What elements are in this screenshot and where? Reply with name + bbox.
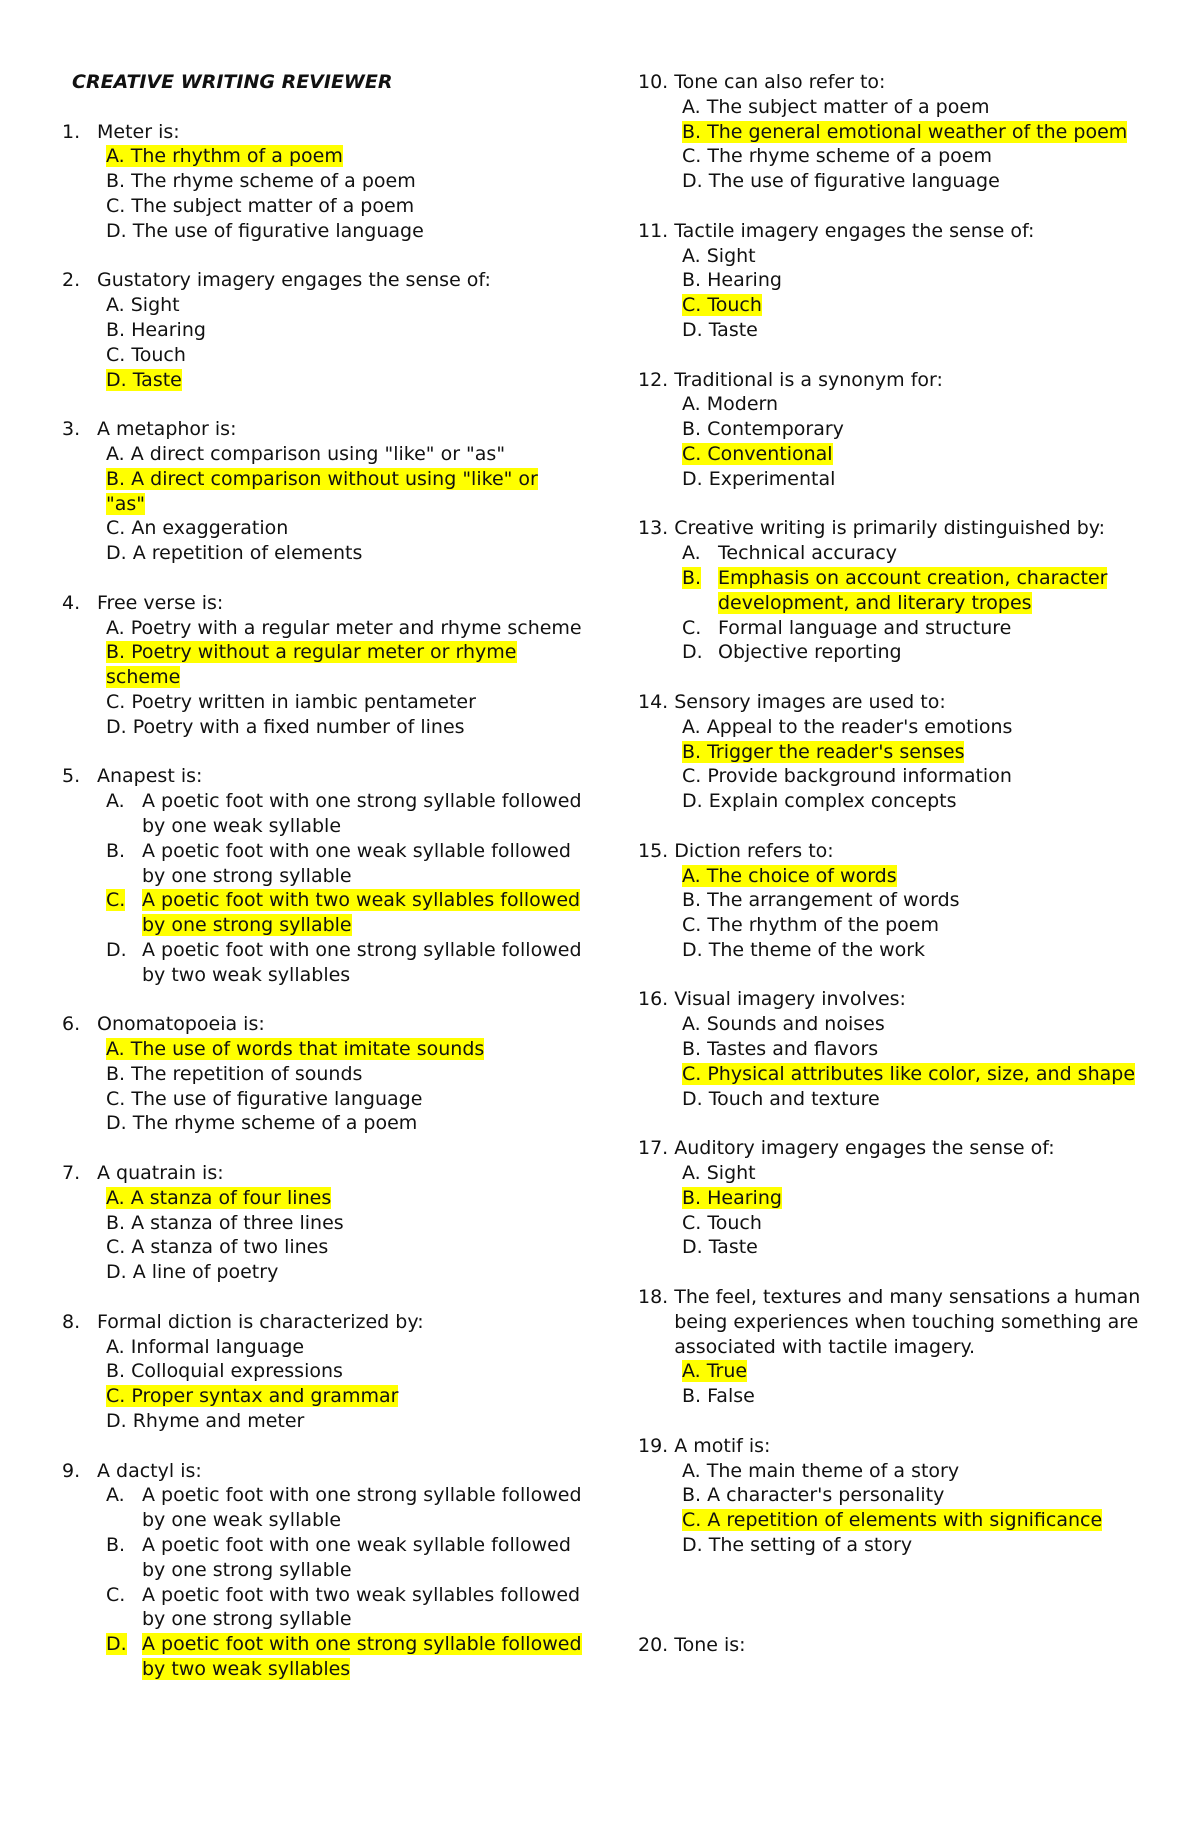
question-line	[62, 268, 582, 293]
question-text: Diction refers to:	[674, 839, 834, 862]
option-text: A poetic foot with one strong syllable followed by one weak syllable	[142, 1484, 582, 1532]
option-text-highlight: B. A direct comparison without using "like" or "as"	[106, 467, 538, 515]
question-text: A dactyl is:	[97, 1459, 202, 1482]
option-list	[638, 864, 1158, 963]
option-text: D. Poetry with a fixed number of lines	[106, 715, 465, 738]
option-text: D. The theme of the work	[682, 938, 926, 961]
option-letter: C.	[106, 1583, 126, 1606]
answer-option	[682, 120, 1158, 145]
option-text: B. The arrangement of words	[682, 889, 960, 912]
answer-option	[106, 442, 582, 467]
question-line	[638, 70, 1158, 95]
option-text-highlight: B. Hearing	[682, 1186, 782, 1209]
answer-option	[682, 888, 1158, 913]
option-text-highlight: A poetic foot with two weak syllables followed by one strong syllable	[142, 889, 581, 937]
option-list	[638, 1012, 1158, 1111]
option-text: D. The use of figurative language	[106, 219, 424, 242]
answer-option	[106, 888, 582, 938]
option-text: B. False	[682, 1385, 755, 1408]
answer-option	[106, 1111, 582, 1136]
option-text-highlight: A. The rhythm of a poem	[106, 145, 343, 168]
option-text: D. Experimental	[682, 467, 836, 490]
question-line	[62, 1012, 582, 1037]
option-letter: A.	[682, 542, 701, 565]
answer-option	[682, 1087, 1158, 1112]
question-line	[62, 1310, 582, 1335]
option-text-highlight: C. Physical attributes like color, size, and shape	[682, 1062, 1136, 1085]
answer-option	[106, 467, 582, 517]
option-list	[638, 95, 1158, 194]
question-text: A quatrain is:	[97, 1162, 224, 1185]
option-list	[638, 1359, 1158, 1409]
option-text: A. Sight	[106, 294, 180, 317]
option-text: D. A line of poetry	[106, 1261, 279, 1284]
option-text	[106, 1186, 582, 1211]
question-item	[62, 1310, 582, 1434]
answer-option	[106, 1062, 582, 1087]
answer-option	[682, 764, 1158, 789]
answer-option	[682, 1161, 1158, 1186]
option-letter-highlight: D.	[106, 1633, 127, 1656]
option-letter	[106, 1632, 142, 1682]
answer-option	[682, 318, 1158, 343]
option-letter-highlight: C.	[106, 889, 126, 912]
option-text: D. Explain complex concepts	[682, 790, 957, 813]
question-line	[62, 120, 582, 145]
answer-option	[682, 1459, 1158, 1484]
question-number: 4.	[62, 591, 81, 614]
option-list	[62, 293, 582, 392]
answer-option	[682, 1186, 1158, 1211]
option-text	[106, 368, 582, 393]
answer-option	[106, 516, 582, 541]
question-item	[638, 839, 1158, 963]
answer-option	[682, 864, 1158, 889]
option-list	[638, 244, 1158, 343]
option-text: C. The use of figurative language	[106, 1087, 423, 1110]
option-letter: A.	[106, 790, 125, 813]
right-question-list	[638, 70, 1158, 1658]
option-text: B. The rhyme scheme of a poem	[106, 170, 416, 193]
answer-option	[682, 392, 1158, 417]
option-text	[682, 740, 1158, 765]
option-text: A. Modern	[682, 393, 779, 416]
option-list	[638, 541, 1158, 665]
answer-option	[106, 169, 582, 194]
answer-option	[106, 1409, 582, 1434]
question-item	[62, 591, 582, 740]
option-text: A poetic foot with two weak syllables followed by one strong syllable	[142, 1583, 581, 1631]
answer-option	[106, 343, 582, 368]
option-text: A. The subject matter of a poem	[682, 95, 990, 118]
option-list	[638, 1459, 1158, 1558]
option-letter	[682, 566, 718, 616]
answer-option	[682, 293, 1158, 318]
answer-option	[106, 640, 582, 690]
question-item	[638, 1285, 1158, 1409]
option-text: B. Hearing	[106, 318, 206, 341]
question-number: 14.	[638, 690, 669, 713]
answer-option	[682, 467, 1158, 492]
option-letter: B.	[106, 839, 126, 862]
answer-option	[106, 219, 582, 244]
option-text-highlight: A poetic foot with one strong syllable followed by two weak syllables	[142, 1633, 582, 1680]
option-text: C. An exaggeration	[106, 517, 289, 540]
answer-option	[106, 194, 582, 219]
option-text-highlight: Emphasis on account creation, character development, and literary tropes	[718, 566, 1108, 614]
answer-option	[682, 244, 1158, 269]
answer-option	[682, 913, 1158, 938]
question-item	[638, 1434, 1158, 1558]
question-number: 2.	[62, 269, 81, 292]
answer-option	[682, 740, 1158, 765]
option-letter: B.	[106, 1534, 126, 1557]
question-text: Onomatopoeia is:	[97, 1013, 265, 1036]
option-text: D. A repetition of elements	[106, 542, 363, 565]
option-text: C. Poetry written in iambic pentameter	[106, 690, 476, 713]
option-text: B. Colloquial expressions	[106, 1360, 343, 1383]
question-text: Meter is:	[97, 120, 180, 143]
question-number: 5.	[62, 765, 81, 788]
option-list	[638, 392, 1158, 491]
question-text: Sensory images are used to:	[674, 690, 946, 713]
question-line	[62, 764, 582, 789]
answer-option	[106, 938, 582, 988]
answer-option	[106, 144, 582, 169]
option-text	[682, 864, 1158, 889]
answer-option	[106, 1583, 582, 1633]
question-number: 7.	[62, 1162, 81, 1185]
answer-option	[106, 541, 582, 566]
question-number: 1.	[62, 120, 81, 143]
option-text: C. The rhythm of the poem	[682, 914, 939, 937]
question-line	[62, 1459, 582, 1484]
answer-option	[106, 1037, 582, 1062]
option-text: B. The repetition of sounds	[106, 1062, 363, 1085]
option-letter-highlight: B.	[682, 566, 702, 589]
option-list	[62, 789, 582, 987]
option-text: D. Taste	[682, 318, 758, 341]
option-text	[106, 467, 582, 517]
question-item	[62, 417, 582, 566]
answer-option	[106, 616, 582, 641]
answer-option	[682, 1508, 1158, 1533]
question-line	[638, 690, 1158, 715]
question-text: Gustatory imagery engages the sense of:	[97, 269, 491, 292]
option-text-highlight: A. A stanza of four lines	[106, 1186, 332, 1209]
answer-option	[106, 1533, 582, 1583]
option-text: D. The rhyme scheme of a poem	[106, 1112, 418, 1135]
question-item	[62, 1012, 582, 1136]
option-letter	[106, 888, 142, 938]
question-line	[62, 1161, 582, 1186]
question-number: 19.	[638, 1434, 669, 1457]
answer-option	[682, 566, 1158, 616]
option-text	[682, 1508, 1158, 1533]
page-title: CREATIVE WRITING REVIEWER	[72, 71, 393, 93]
option-text: B. A character's personality	[682, 1484, 945, 1507]
option-text: A. Informal language	[106, 1335, 305, 1358]
option-text	[142, 1632, 582, 1682]
option-letter: C.	[682, 616, 702, 639]
option-list	[62, 1483, 582, 1681]
answer-option	[682, 1211, 1158, 1236]
option-letter: A.	[106, 1484, 125, 1507]
option-text: C. Provide background information	[682, 765, 1012, 788]
question-number: 8.	[62, 1310, 81, 1333]
question-text: A metaphor is:	[97, 418, 237, 441]
option-text: D. Taste	[682, 1236, 758, 1259]
question-number: 6.	[62, 1013, 81, 1036]
option-text: A. Sight	[682, 244, 756, 267]
question-text: Traditional is a synonym for:	[674, 368, 943, 391]
option-text: A poetic foot with one weak syllable followed by one strong syllable	[142, 1534, 571, 1581]
question-line	[638, 516, 1158, 541]
option-text: B. Tastes and flavors	[682, 1038, 879, 1061]
answer-option	[682, 1037, 1158, 1062]
answer-option	[682, 541, 1158, 566]
question-number: 3.	[62, 418, 81, 441]
answer-option	[682, 1062, 1158, 1087]
question-item	[638, 690, 1158, 814]
answer-option	[106, 1335, 582, 1360]
question-number: 12.	[638, 368, 669, 391]
question-line	[638, 1136, 1158, 1161]
option-list	[62, 1335, 582, 1434]
option-text	[718, 566, 1158, 616]
option-text: C. The rhyme scheme of a poem	[682, 145, 992, 168]
answer-option	[682, 1359, 1158, 1384]
option-text	[682, 1359, 1158, 1384]
option-list	[62, 442, 582, 566]
option-text-highlight: D. Taste	[106, 368, 182, 391]
option-text: A. Sight	[682, 1162, 756, 1185]
left-question-list	[62, 120, 582, 1682]
option-text: D. Touch and texture	[682, 1087, 880, 1110]
option-text: C. Touch	[106, 343, 186, 366]
option-text-highlight: C. Conventional	[682, 442, 833, 465]
option-list	[638, 715, 1158, 814]
question-item	[638, 987, 1158, 1111]
answer-option	[106, 368, 582, 393]
option-text-highlight: B. Poetry without a regular meter or rhyme scheme	[106, 641, 517, 689]
option-text: A poetic foot with one strong syllable followed by two weak syllables	[142, 938, 582, 986]
question-item	[62, 1161, 582, 1285]
option-text-highlight: B. The general emotional weather of the poem	[682, 120, 1128, 143]
answer-option	[106, 839, 582, 889]
question-number: 9.	[62, 1459, 81, 1482]
answer-option	[106, 293, 582, 318]
option-text-highlight: A. The use of words that imitate sounds	[106, 1038, 485, 1061]
option-text-highlight: B. Trigger the reader's senses	[682, 740, 965, 763]
question-item	[638, 1633, 1158, 1658]
question-text: A motif is:	[674, 1434, 771, 1457]
right-column	[638, 70, 1158, 1682]
answer-option	[682, 640, 1158, 665]
option-text-highlight: C. Proper syntax and grammar	[106, 1385, 399, 1408]
answer-option	[682, 95, 1158, 120]
option-text: Formal language and structure	[718, 616, 1012, 639]
answer-option	[106, 789, 582, 839]
answer-option	[682, 268, 1158, 293]
option-text: A. The main theme of a story	[682, 1459, 960, 1482]
answer-option	[682, 442, 1158, 467]
question-text: Creative writing is primarily distinguished by:	[674, 517, 1106, 540]
answer-option	[106, 715, 582, 740]
option-text: B. A stanza of three lines	[106, 1211, 344, 1234]
option-text: D. The setting of a story	[682, 1534, 913, 1557]
question-item	[638, 1136, 1158, 1260]
option-text	[682, 120, 1158, 145]
question-number: 10.	[638, 71, 669, 93]
option-text: A. Sounds and noises	[682, 1013, 885, 1036]
answer-option	[682, 616, 1158, 641]
question-text: Tone is:	[674, 1633, 746, 1656]
option-text-highlight: C. A repetition of elements with significance	[682, 1509, 1103, 1532]
question-line	[638, 1633, 1158, 1658]
option-text	[142, 888, 582, 938]
question-text: Tactile imagery engages the sense of:	[674, 219, 1035, 242]
option-text: C. Touch	[682, 1211, 762, 1234]
question-item	[62, 764, 582, 987]
answer-option	[682, 789, 1158, 814]
question-line	[638, 219, 1158, 244]
question-item	[62, 268, 582, 392]
option-letter: D.	[682, 641, 703, 664]
answer-option	[106, 1186, 582, 1211]
question-line	[638, 987, 1158, 1012]
option-text: C. A stanza of two lines	[106, 1236, 329, 1259]
option-text	[682, 1062, 1158, 1087]
question-number: 11.	[638, 219, 669, 242]
option-text: Objective reporting	[718, 641, 902, 664]
question-number: 17.	[638, 1137, 669, 1160]
answer-option	[106, 318, 582, 343]
option-text: D. The use of figurative language	[682, 170, 1000, 193]
option-list	[638, 1161, 1158, 1260]
answer-option	[682, 1483, 1158, 1508]
question-text: Free verse is:	[97, 591, 224, 614]
answer-option	[682, 715, 1158, 740]
answer-option	[106, 1483, 582, 1533]
answer-option	[682, 144, 1158, 169]
question-line	[638, 1434, 1158, 1459]
question-text: Auditory imagery engages the sense of:	[674, 1137, 1055, 1160]
option-text: A poetic foot with one strong syllable followed by one weak syllable	[142, 790, 582, 837]
option-text	[106, 640, 582, 690]
question-line	[638, 368, 1158, 393]
option-text	[106, 1037, 582, 1062]
option-text	[106, 144, 582, 169]
question-number: 18.	[638, 1286, 669, 1309]
question-line	[62, 591, 582, 616]
answer-option	[106, 1235, 582, 1260]
option-text: A. A direct comparison using "like" or "as"	[106, 442, 506, 465]
answer-option	[682, 169, 1158, 194]
option-list	[62, 616, 582, 740]
answer-option	[106, 1087, 582, 1112]
question-item	[638, 70, 1158, 194]
question-number: 13.	[638, 517, 669, 540]
option-text-highlight: A. True	[682, 1360, 748, 1383]
answer-option	[106, 1211, 582, 1236]
question-line	[638, 1285, 1158, 1359]
answer-option	[682, 417, 1158, 442]
option-text	[682, 293, 1158, 318]
answer-option	[682, 938, 1158, 963]
answer-option	[106, 1632, 582, 1682]
option-text: A poetic foot with one weak syllable followed by one strong syllable	[142, 839, 571, 887]
option-text: C. The subject matter of a poem	[106, 194, 415, 217]
answer-option	[682, 1533, 1158, 1558]
option-text: A. Poetry with a regular meter and rhyme scheme	[106, 616, 582, 639]
option-list	[62, 1037, 582, 1136]
answer-option	[106, 1384, 582, 1409]
question-line	[638, 839, 1158, 864]
answer-option	[106, 690, 582, 715]
answer-option	[106, 1260, 582, 1285]
question-line	[62, 417, 582, 442]
question-item	[638, 516, 1158, 665]
option-text	[682, 442, 1158, 467]
option-text	[682, 1186, 1158, 1211]
answer-option	[106, 1359, 582, 1384]
option-text-highlight: A. The choice of words	[682, 864, 897, 887]
question-item	[638, 219, 1158, 343]
question-text: Anapest is:	[97, 765, 203, 788]
option-list	[62, 1186, 582, 1285]
option-text: A. Appeal to the reader's emotions	[682, 715, 1013, 738]
question-item	[62, 1459, 582, 1682]
option-text: B. Contemporary	[682, 418, 844, 441]
question-item	[638, 368, 1158, 492]
answer-option	[682, 1012, 1158, 1037]
option-letter: D.	[106, 938, 127, 961]
question-number: 20.	[638, 1633, 669, 1656]
question-item	[62, 120, 582, 244]
answer-option	[682, 1384, 1158, 1409]
question-text: Tone can also refer to:	[674, 71, 886, 93]
question-text: Formal diction is characterized by:	[97, 1310, 424, 1333]
question-number: 16.	[638, 988, 669, 1011]
question-text: The feel, textures and many sensations a human being experiences when touching something are associated with tactile imagery.	[674, 1286, 1141, 1358]
option-text-highlight: C. Touch	[682, 294, 762, 317]
option-list	[62, 144, 582, 243]
option-text: B. Hearing	[682, 269, 782, 292]
option-text: D. Rhyme and meter	[106, 1410, 305, 1433]
left-column	[62, 70, 582, 1707]
option-text: Technical accuracy	[718, 542, 898, 565]
option-text	[106, 1384, 582, 1409]
question-number: 15.	[638, 839, 669, 862]
answer-option	[682, 1235, 1158, 1260]
question-text: Visual imagery involves:	[674, 988, 906, 1011]
